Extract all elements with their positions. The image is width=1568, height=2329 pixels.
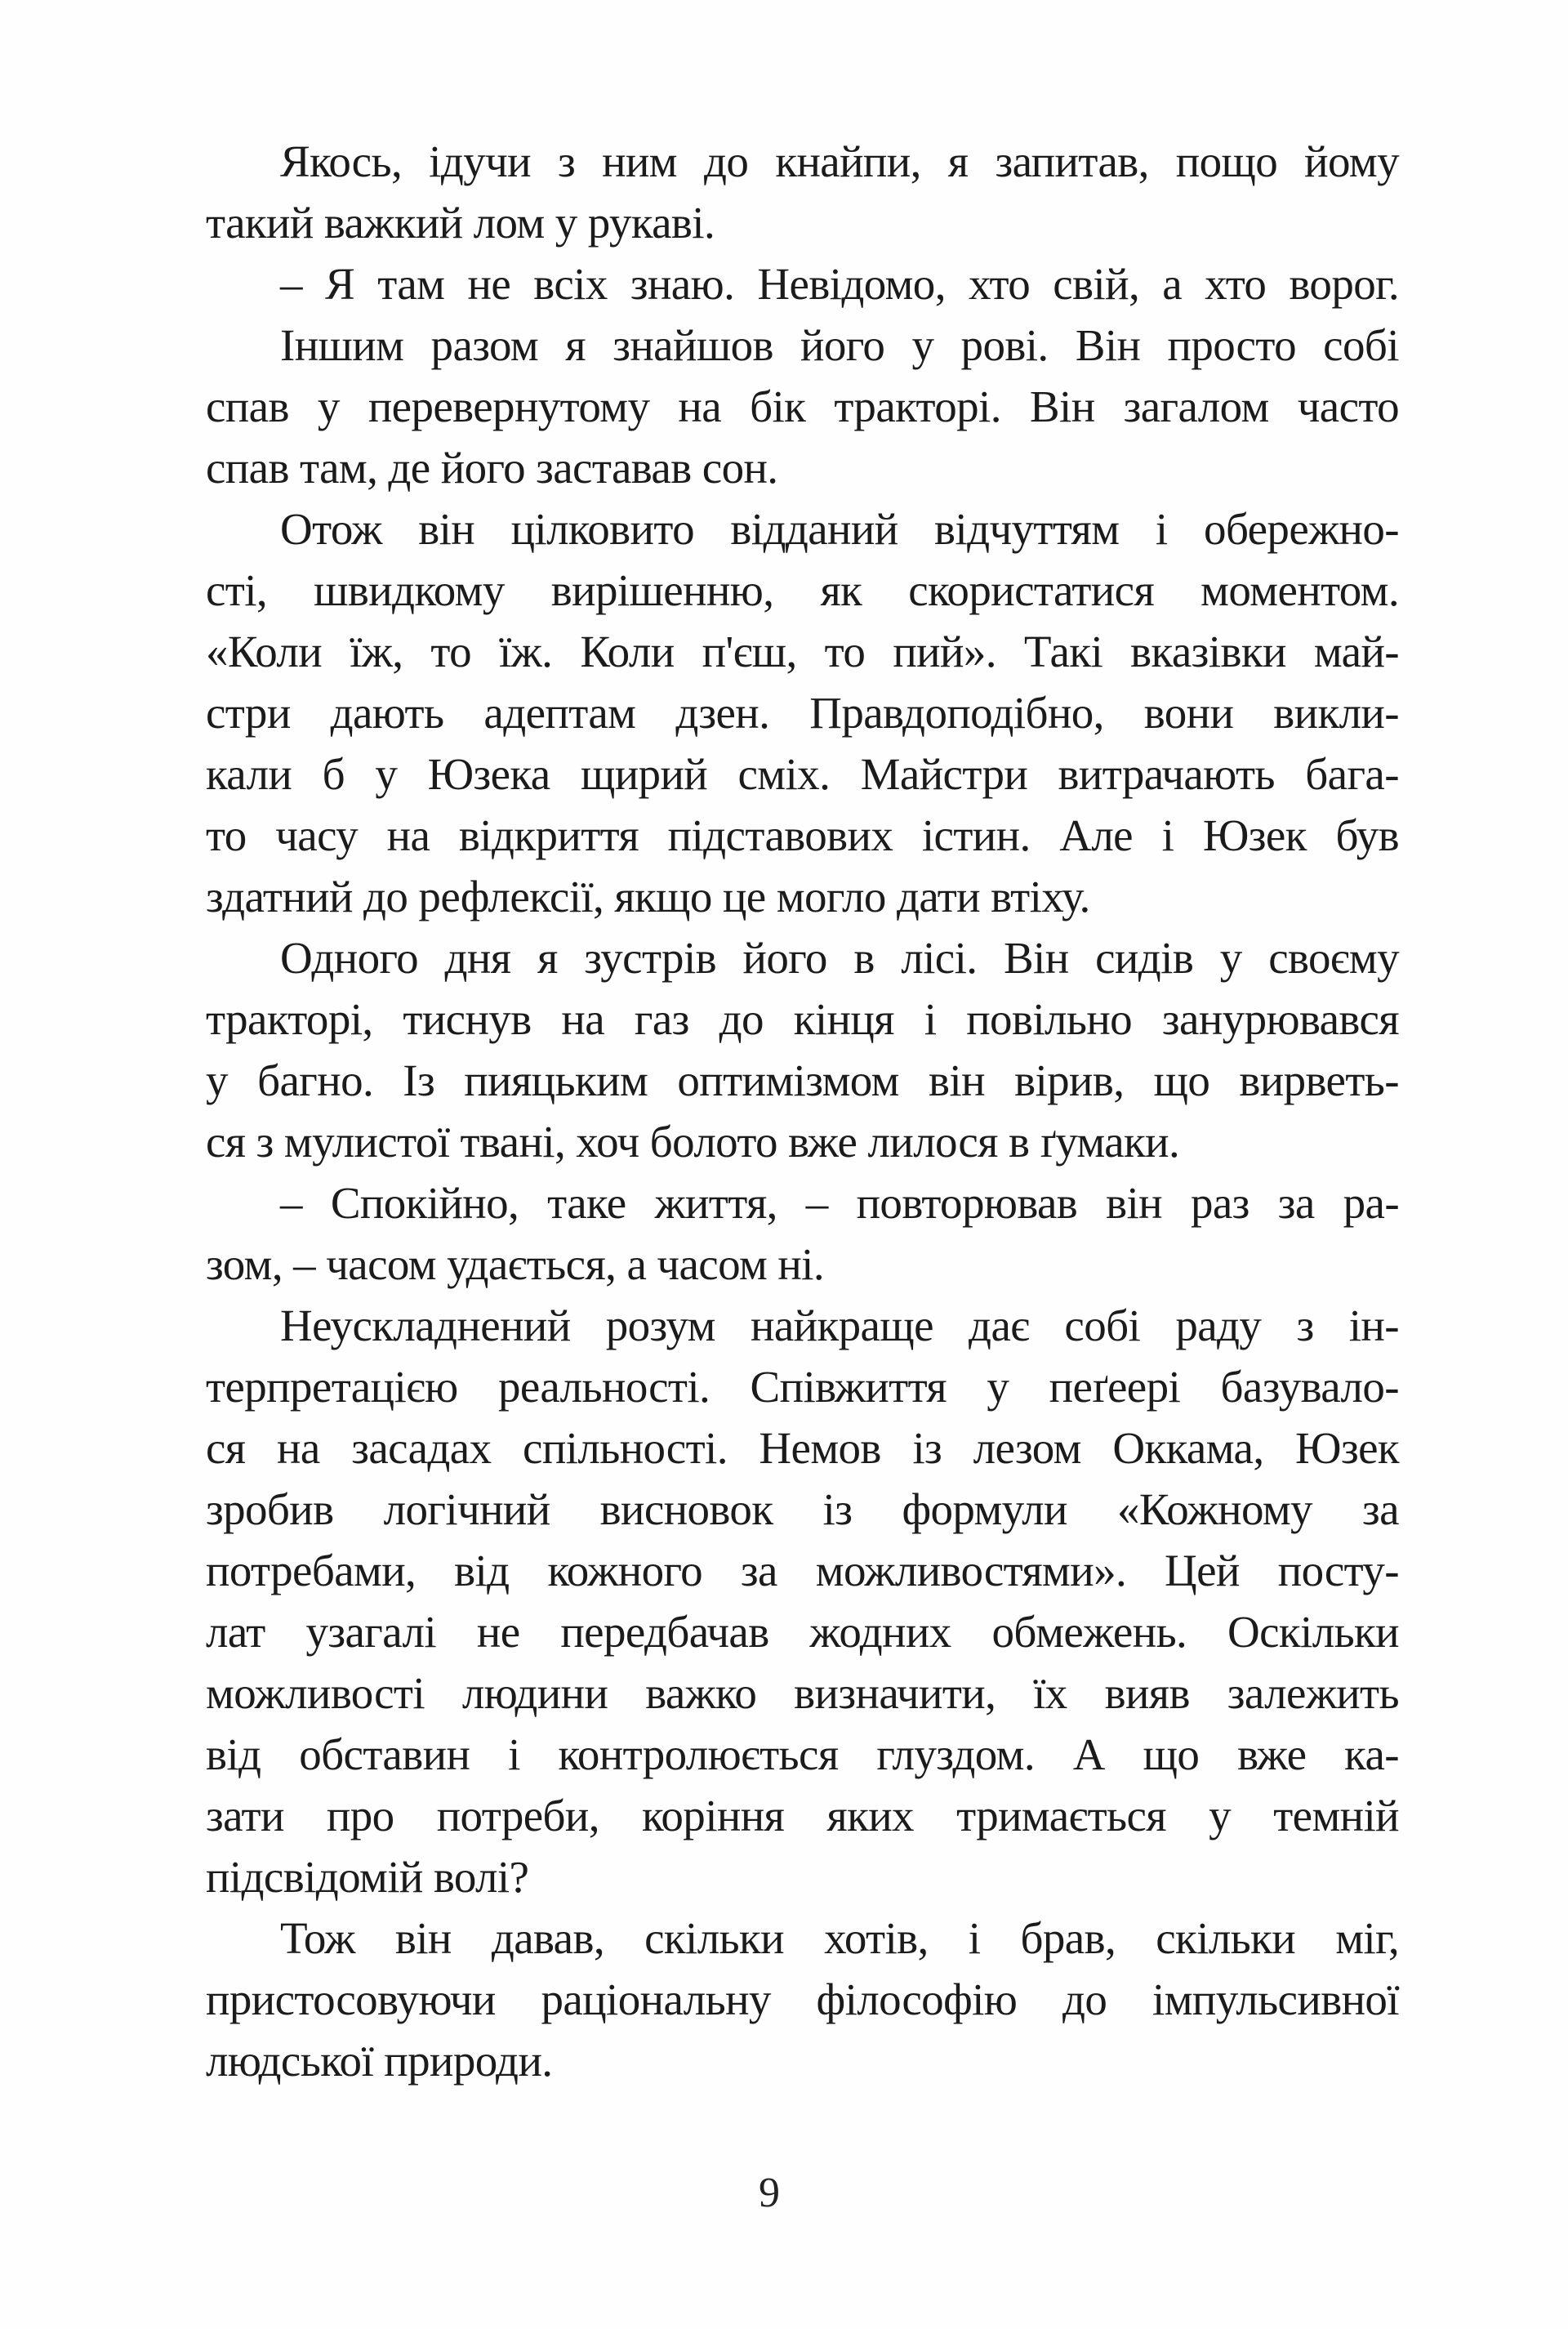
text-line: зробив логічний висновок із формули «Кожному за — [206, 1484, 1399, 1534]
body-text — [206, 131, 1399, 2091]
text-line: зом, – часом удається, а часом ні. — [206, 1239, 824, 1289]
text-line: здатний до рефлексії, якщо це могло дати втіху. — [206, 872, 1090, 921]
text-line: Іншим разом я знайшов його у рові. Він просто собі — [280, 320, 1399, 370]
text-line: ся на засадах спільності. Немов із лезом Оккама, Юзек — [206, 1423, 1400, 1473]
text-line: пристосовуючи раціональну філософію до імпульсивної — [206, 1974, 1399, 2024]
text-line: кали б у Юзека щирий сміх. Майстри витрачають бага- — [206, 749, 1399, 799]
text-line: спав там, де його заставав сон. — [206, 443, 778, 493]
text-line: Отож він цілковито відданий відчуттям і обережно- — [280, 504, 1399, 554]
text-line: людської природи. — [206, 2036, 553, 2086]
text-line: спав у перевернутому на бік тракторі. Він загалом часто — [206, 381, 1400, 431]
text-line: Неускладнений розум найкраще дає собі раду з ін- — [280, 1301, 1399, 1350]
text-line: зати про потреби, коріння яких тримається у темній — [206, 1791, 1400, 1840]
text-line: тракторі, тиснув на газ до кінця і повільно занурювався — [206, 994, 1399, 1044]
paragraph — [206, 315, 1399, 498]
text-line: терпретацією реальності. Співжиття у пеґеері базувало- — [206, 1362, 1399, 1412]
page-number — [0, 2169, 1568, 2218]
paragraph — [206, 498, 1399, 927]
text-line: у багно. Із пияцьким оптимізмом він вірив, що вирветь- — [206, 1055, 1399, 1105]
text-line: Якось, ідучи з ним до кнайпи, я запитав, пощо йому — [280, 136, 1399, 186]
paragraph — [206, 131, 1399, 253]
text-line: то часу на відкриття підставових істин. Але і Юзек був — [206, 810, 1400, 860]
text-line: «Коли їж, то їж. Коли п'єш, то пий». Такі вказівки май- — [206, 627, 1400, 676]
paragraph — [206, 927, 1399, 1172]
text-line: лат узагалі не передбачав жодних обмежень. Оскільки — [206, 1607, 1400, 1657]
text-line: потребами, від кожного за можливостями». Цей посту- — [206, 1546, 1399, 1595]
text-line: стри дають адептам дзен. Правдоподібно, вони викли- — [206, 688, 1399, 738]
text-line: підсвідомій волі? — [206, 1852, 529, 1902]
dialogue-paragraph — [206, 1172, 1399, 1295]
text-line: – Я там не всіх знаю. Невідомо, хто свій, а хто ворог. — [280, 259, 1400, 309]
page-number-label: 9 — [759, 2170, 780, 2216]
text-line: від обставин і контролюється глуздом. А що вже ка- — [206, 1729, 1399, 1779]
text-line: Тож він давав, скільки хотів, і брав, скільки міг, — [280, 1913, 1399, 1963]
paragraph — [206, 1907, 1399, 2091]
dialogue-paragraph — [206, 253, 1399, 315]
text-line: Одного дня я зустрів його в лісі. Він сидів у своєму — [280, 933, 1400, 983]
text-line: ся з мулистої твані, хоч болото вже лилося в ґумаки. — [206, 1117, 1180, 1167]
text-line: сті, швидкому вирішенню, як скористатися моментом. — [206, 565, 1400, 615]
text-line: – Спокійно, таке життя, – повторював він раз за ра- — [280, 1178, 1400, 1228]
text-line: такий важкий лом у рукаві. — [206, 198, 715, 248]
text-line: можливості людини важко визначити, їх вияв залежить — [206, 1668, 1399, 1718]
paragraph — [206, 1295, 1399, 1907]
